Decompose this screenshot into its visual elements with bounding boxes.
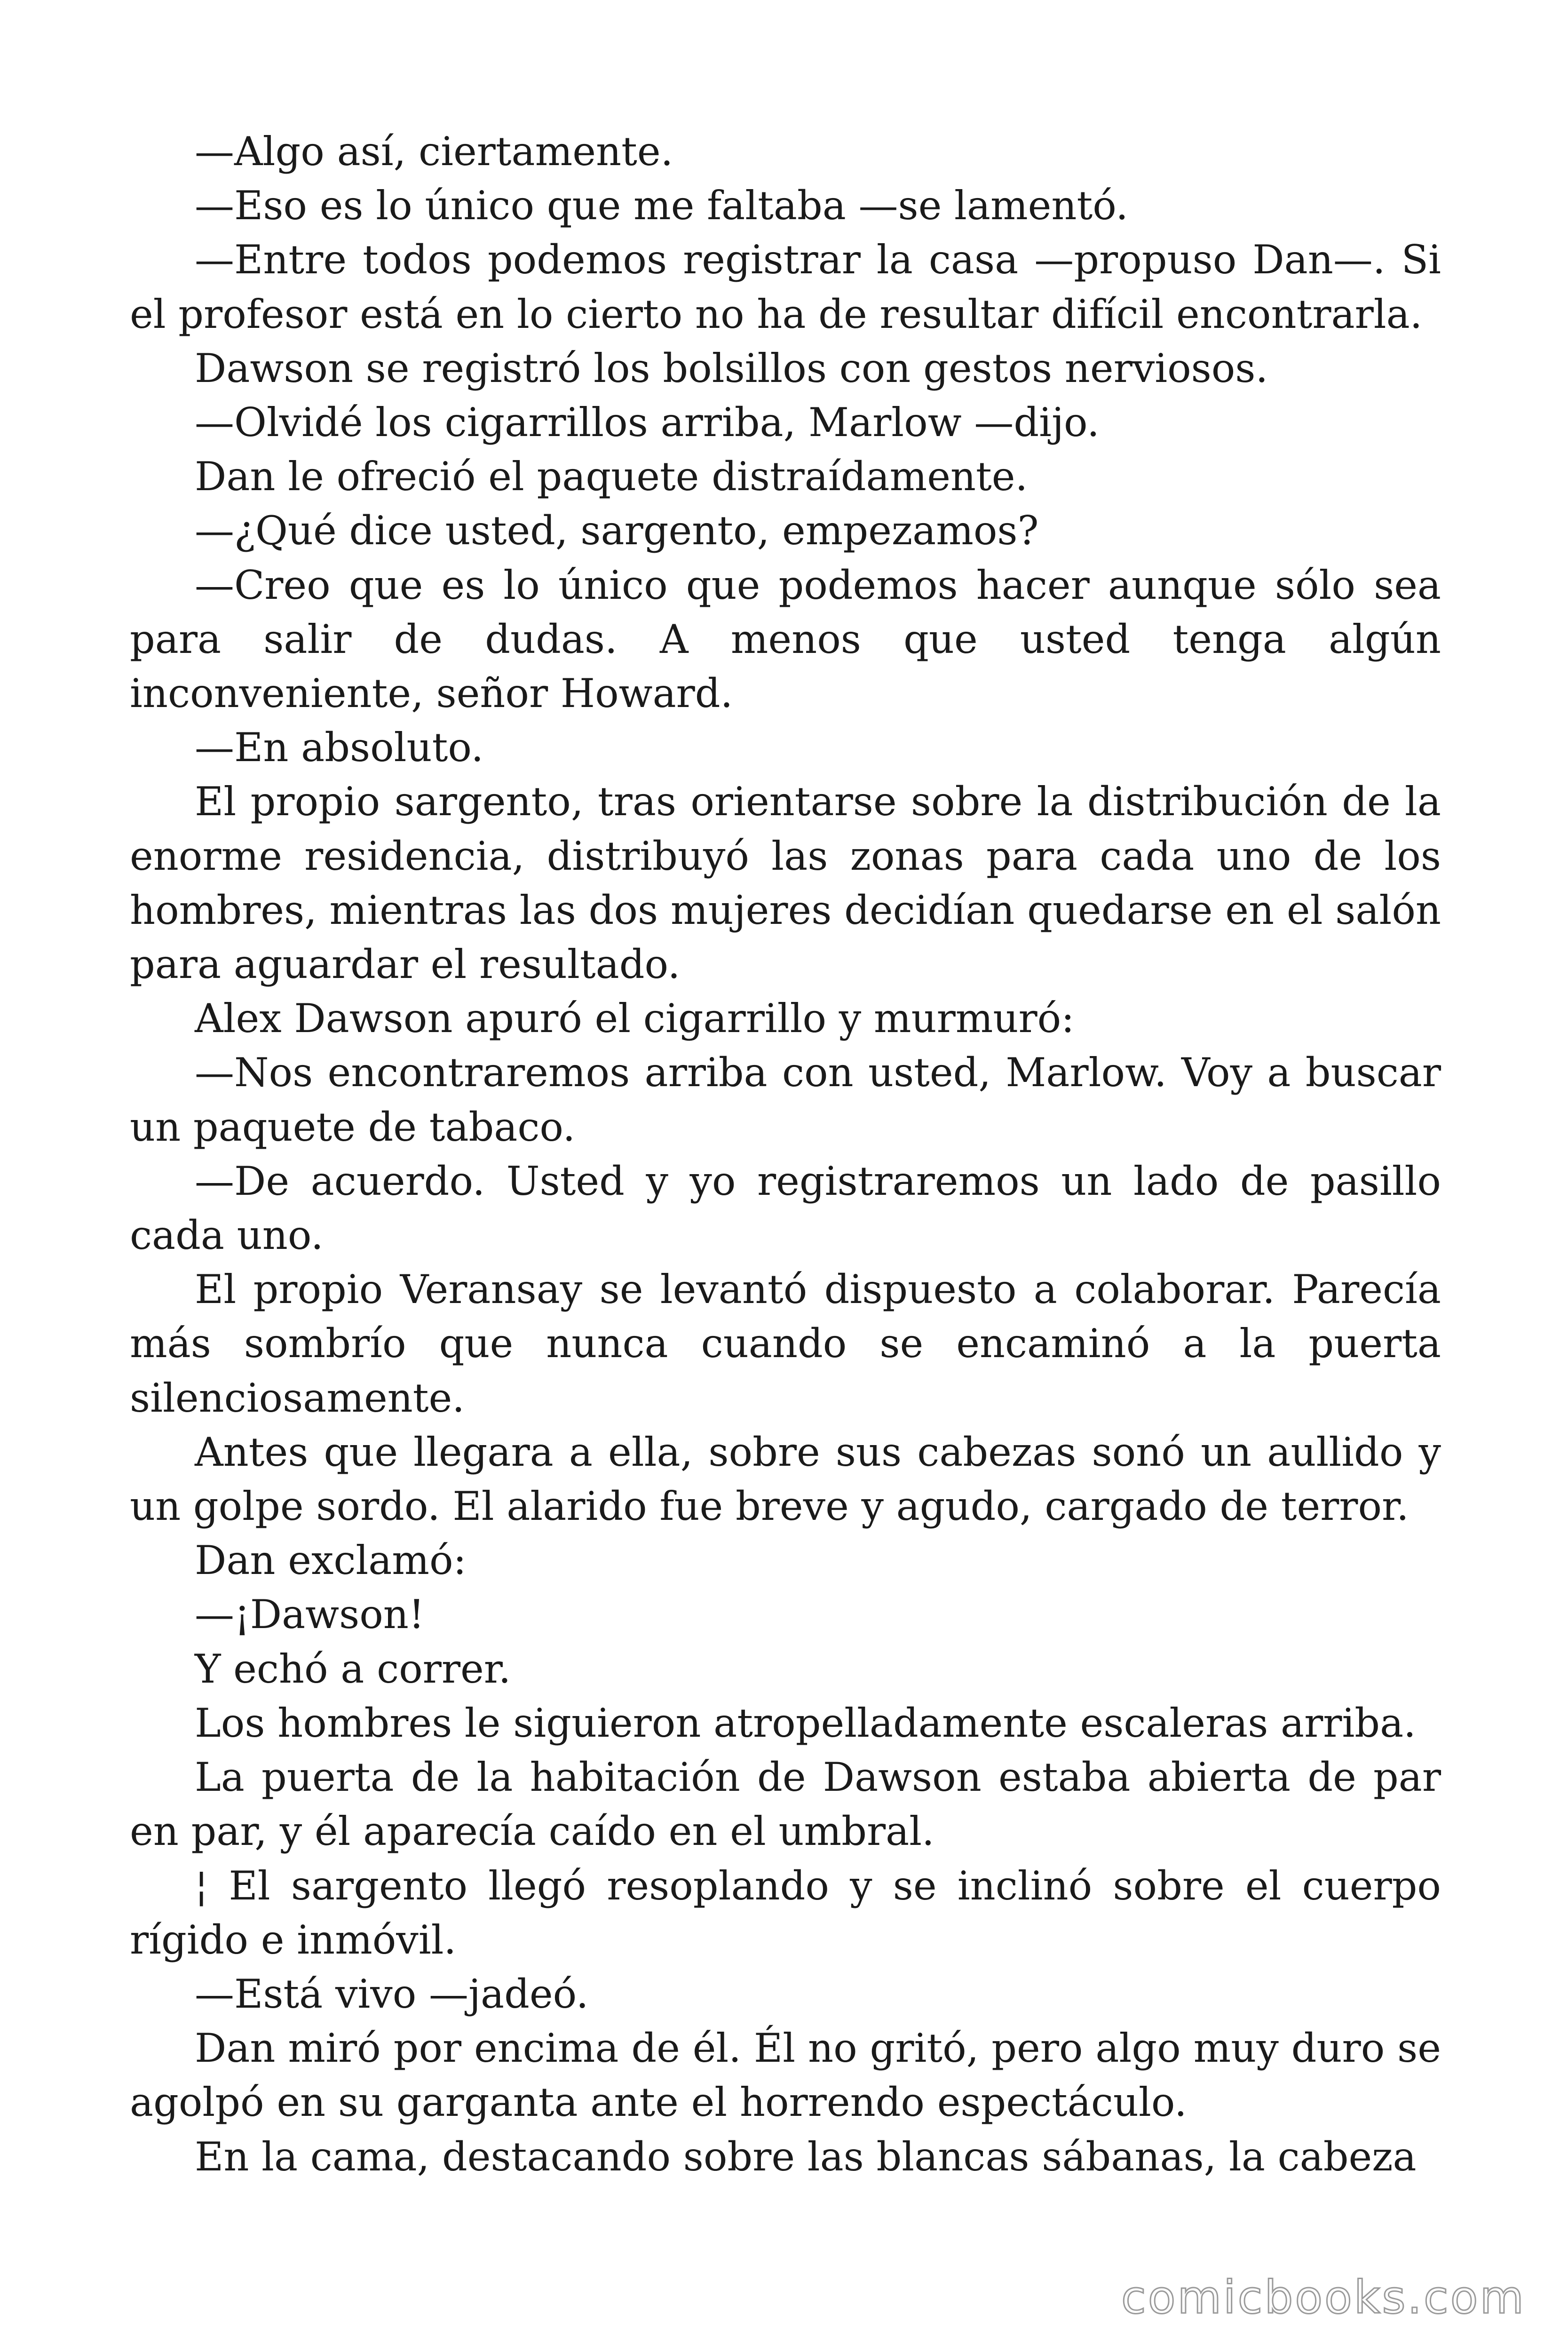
paragraph-24: En la cama, destacando sobre las blancas sábanas, la cabeza xyxy=(195,2133,1417,2180)
paragraph-12: —Nos encontraremos arriba con usted, Marlow. Voy a buscar un paquete de tabaco. xyxy=(130,1049,1441,1150)
paragraph-21: ¦ El sargento llegó resoplando y se inclinó sobre el cuerpo rígido e inmóvil. xyxy=(130,1862,1441,1963)
paragraph-7: —¿Qué dice usted, sargento, empezamos? xyxy=(195,508,1039,554)
paragraph-20: La puerta de la habitación de Dawson estaba abierta de par en par, y él aparecía caído en el umbral. xyxy=(130,1754,1441,1855)
paragraph-16: Dan exclamó: xyxy=(195,1537,467,1584)
paragraph-15: Antes que llegara a ella, sobre sus cabezas sonó un aullido y un golpe sordo. El alarido fue breve y agudo, cargado de terror. xyxy=(130,1429,1441,1530)
paragraph-1: —Algo así, ciertamente. xyxy=(195,128,673,175)
paragraph-8: —Creo que es lo único que podemos hacer aunque sólo sea para salir de dudas. A menos que usted tenga algún inconveniente, señor Howard. xyxy=(130,562,1441,717)
paragraph-11: Alex Dawson apuró el cigarrillo y murmuró: xyxy=(195,995,1075,1042)
paragraph-5: —Olvidé los cigarrillos arriba, Marlow —dijo. xyxy=(195,399,1100,446)
paragraph-2: —Eso es lo único que me faltaba —se lamentó. xyxy=(195,183,1128,229)
paragraph-4: Dawson se registró los bolsillos con gestos nerviosos. xyxy=(195,345,1268,391)
paragraph-18: Y echó a correr. xyxy=(195,1645,511,1692)
paragraph-3: —Entre todos podemos registrar la casa —propuso Dan—. Si el profesor está en lo cierto no ha de resultar difícil encontrarla. xyxy=(130,237,1441,337)
paragraph-6: Dan le ofreció el paquete distraídamente. xyxy=(195,453,1028,500)
paragraph-23: Dan miró por encima de él. Él no gritó, pero algo muy duro se agolpó en su garganta ante el horrendo espectáculo. xyxy=(130,2025,1441,2126)
page-text xyxy=(130,125,1441,2184)
paragraph-10: El propio sargento, tras orientarse sobre la distribución de la enorme residencia, distribuyó las zonas para cada uno de los hombres, mientras las dos mujeres decidían quedarse en el salón para aguardar el resultado. xyxy=(130,779,1441,988)
paragraph-22: —Está vivo —jadeó. xyxy=(195,1971,589,2017)
site-watermark: comicbooks.com xyxy=(1121,2271,1526,2324)
paragraph-17: —¡Dawson! xyxy=(195,1591,425,1638)
paragraph-19: Los hombres le siguieron atropelladamente escaleras arriba. xyxy=(195,1700,1416,1746)
paragraph-14: El propio Veransay se levantó dispuesto a colaborar. Parecía más sombrío que nunca cuando se encaminó a la puerta silenciosamente. xyxy=(130,1266,1441,1421)
paragraph-13: —De acuerdo. Usted y yo registraremos un lado de pasillo cada uno. xyxy=(130,1158,1441,1259)
paragraph-9: —En absoluto. xyxy=(195,724,484,771)
